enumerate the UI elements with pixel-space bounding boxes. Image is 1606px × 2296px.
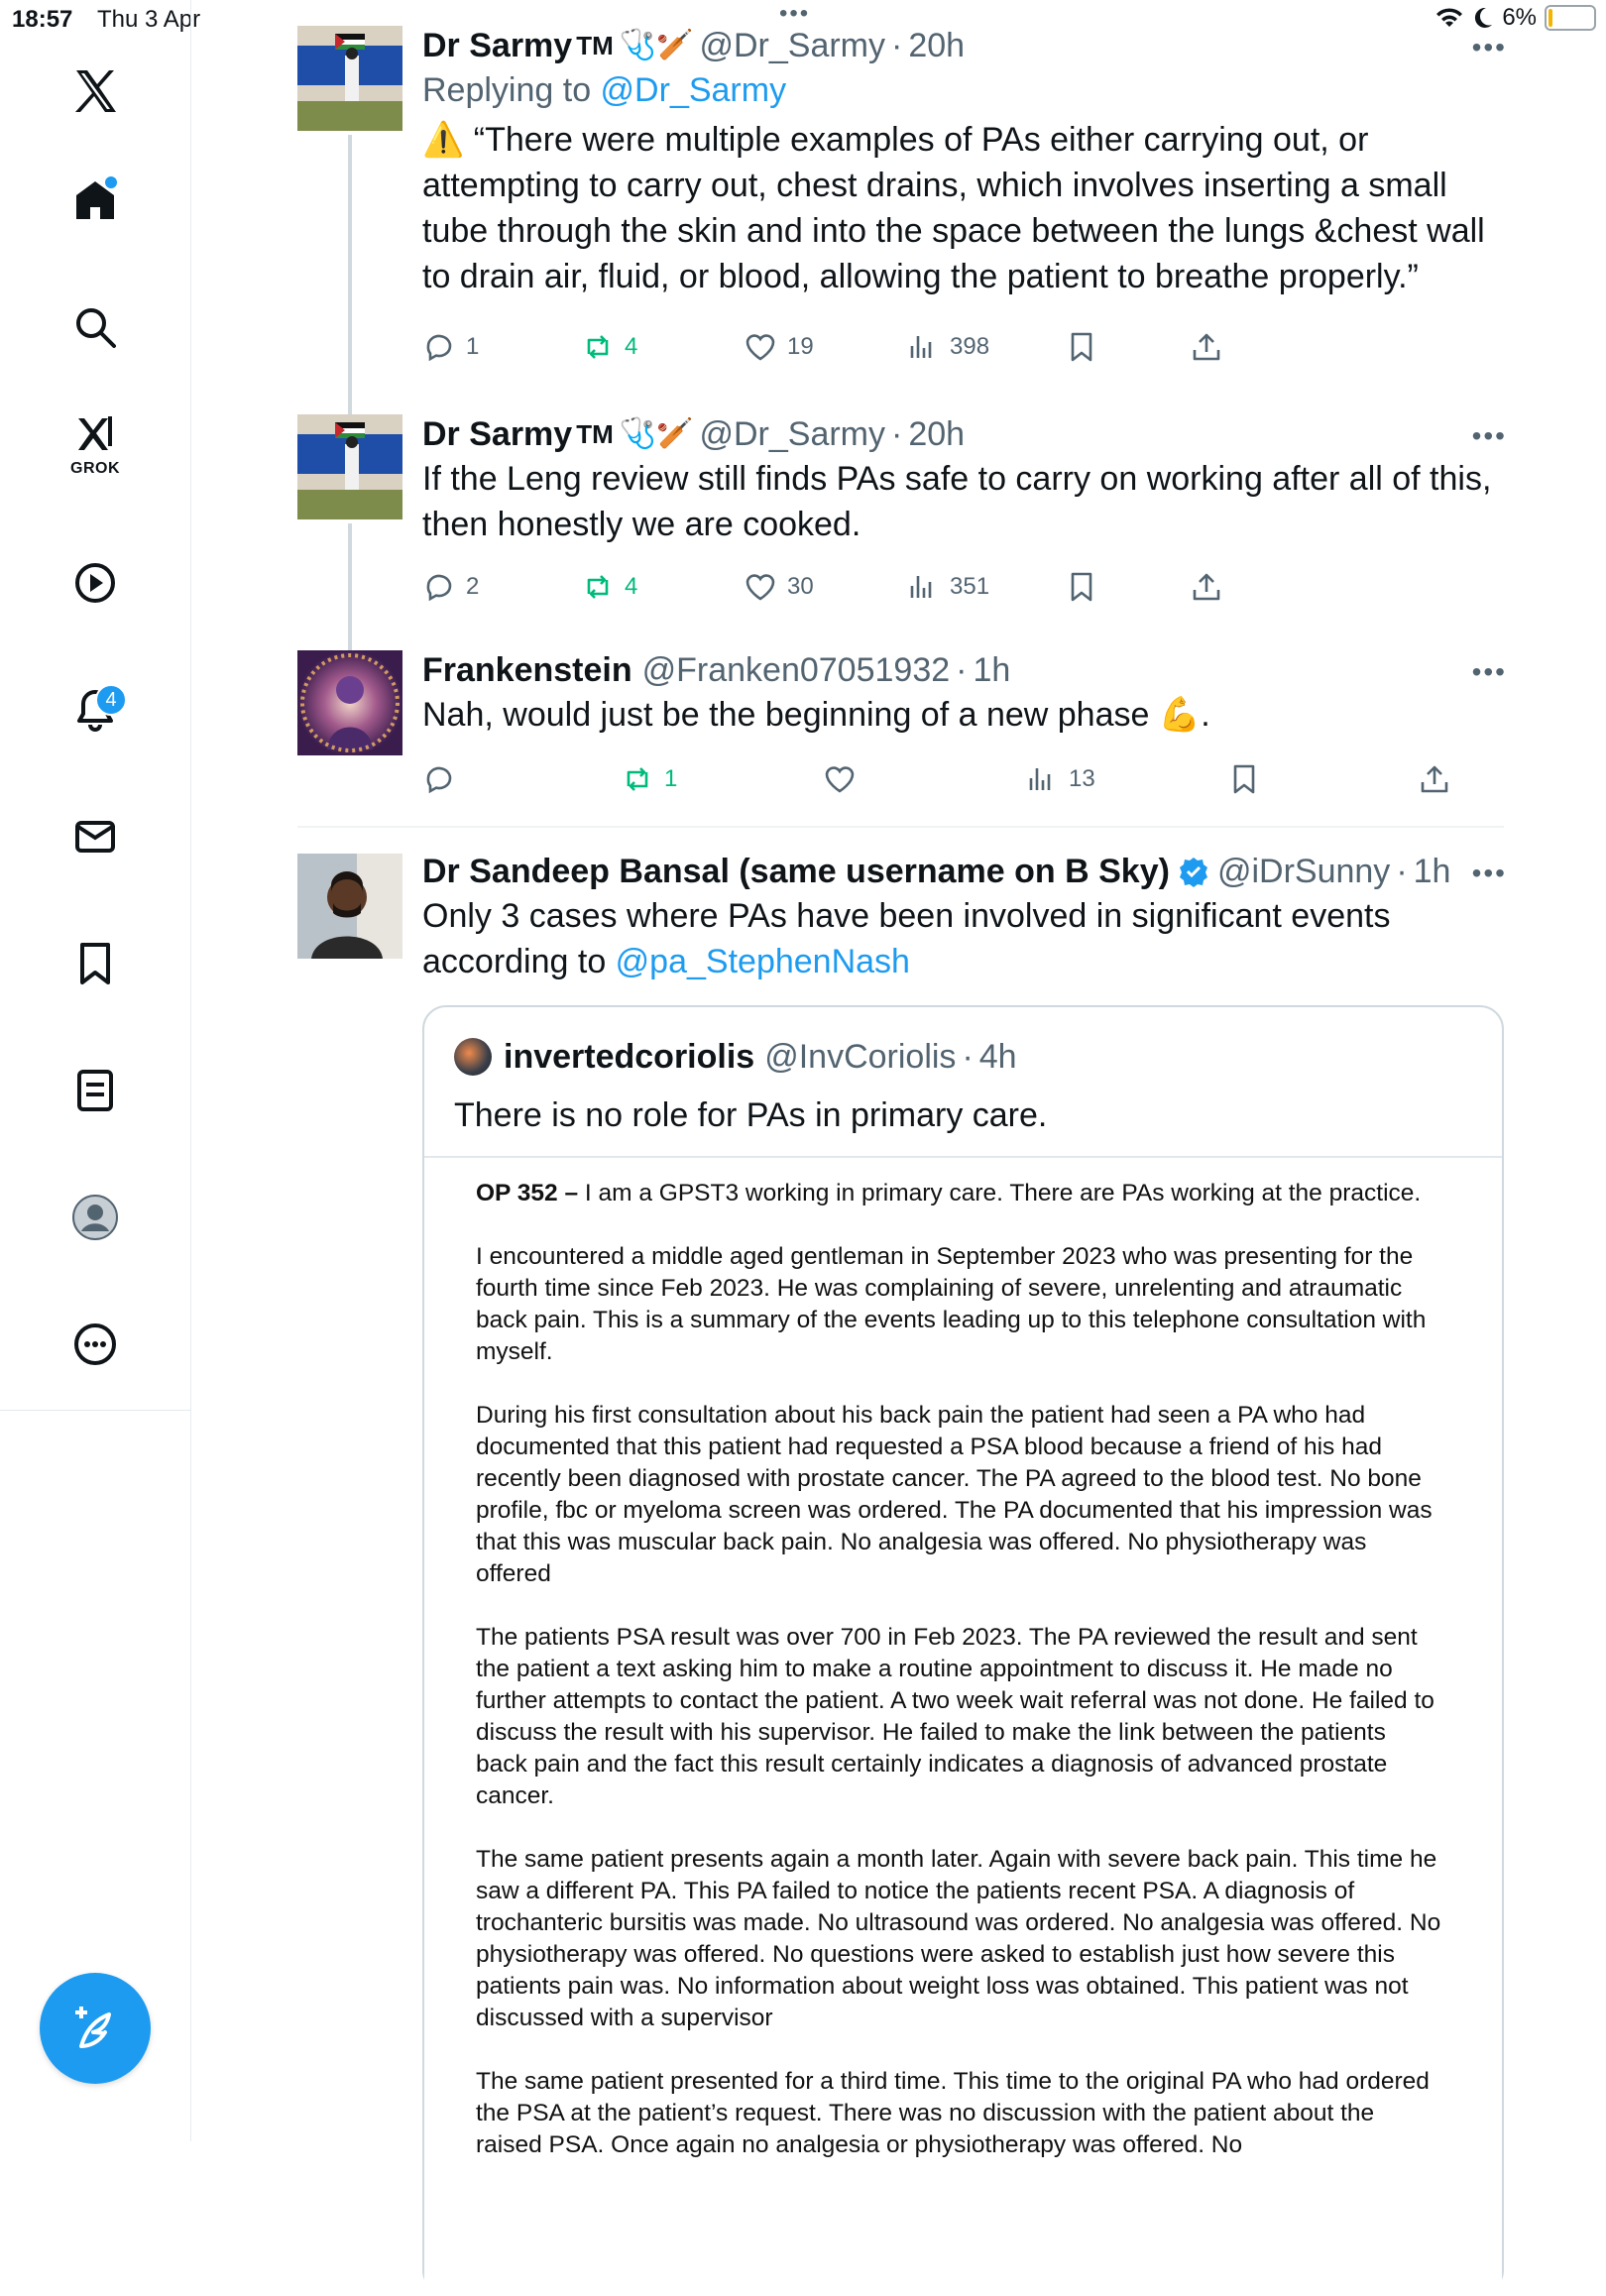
author-name[interactable]: Frankenstein: [422, 651, 632, 689]
tweet-actions: [422, 567, 1507, 607]
author-name[interactable]: Dr Sandeep Bansal (same username on B Sky): [422, 853, 1170, 890]
doc-label: OP 352 –: [476, 1180, 579, 1206]
quoted-document-image[interactable]: [424, 1156, 1502, 2296]
doc-paragraph: [476, 1178, 1442, 1209]
video-icon[interactable]: [61, 549, 129, 617]
heart-icon: [744, 570, 777, 604]
grok-icon[interactable]: [61, 412, 129, 480]
separator-dot: ·: [891, 415, 903, 453]
bookmark-icon: [1065, 330, 1098, 364]
verified-badge-icon: [1178, 856, 1209, 887]
search-icon[interactable]: [61, 293, 129, 361]
repost-count: 1: [664, 765, 678, 792]
repost-icon: [581, 570, 615, 604]
view-count: 351: [950, 573, 990, 600]
quoted-author-name: invertedcoriolis: [504, 1038, 755, 1076]
author-handle[interactable]: @iDrSunny: [1216, 853, 1391, 890]
repost-icon: [581, 330, 615, 364]
tweet-actions: [422, 327, 1507, 367]
bookmarks-icon[interactable]: [61, 930, 129, 997]
replying-prefix: Replying to: [422, 71, 601, 109]
share-button[interactable]: [1190, 327, 1223, 367]
tweet-1[interactable]: [297, 24, 1507, 361]
quoted-avatar: [454, 1038, 492, 1076]
tweet-content: [422, 412, 1507, 600]
bookmark-button[interactable]: [1065, 327, 1098, 367]
status-date: Thu 3 Apr: [97, 6, 201, 33]
more-options-icon[interactable]: [61, 1311, 129, 1378]
battery-percent: 6%: [1502, 4, 1537, 31]
post-time[interactable]: 1h: [1413, 853, 1451, 890]
views-icon: [906, 570, 940, 604]
multitask-dots[interactable]: •••: [779, 0, 811, 27]
trademark-badge: TM: [576, 31, 614, 60]
tweet-header: [422, 850, 1507, 893]
like-button[interactable]: [744, 327, 814, 367]
reply-count: 2: [466, 573, 480, 600]
avatar[interactable]: [297, 414, 402, 519]
share-icon: [1418, 762, 1451, 796]
tweet-2[interactable]: [297, 412, 1507, 621]
author-handle[interactable]: @Dr_Sarmy: [699, 27, 885, 64]
reply-button[interactable]: [422, 327, 479, 367]
tweet-header: [422, 648, 1507, 692]
tweet-content: [422, 648, 1507, 792]
profile-icon[interactable]: [61, 1184, 129, 1251]
tweet-content: [422, 24, 1507, 360]
reply-count: 1: [466, 333, 480, 360]
tweet-divider: [297, 826, 1504, 828]
sidebar: [0, 0, 191, 2141]
like-button[interactable]: [744, 567, 814, 607]
share-button[interactable]: [1190, 567, 1223, 607]
tweet-text: [422, 893, 1507, 984]
views-button[interactable]: [1025, 759, 1095, 799]
doc-paragraph: The same patient presented for a third time. This time to the original PA who had ordered the PSA at the patient’s request. There was no discussion with the patient about the raised PSA. Once again no analgesia or physiotherapy was offered. No: [476, 2068, 1430, 2158]
heart-icon: [823, 762, 857, 796]
post-time[interactable]: 20h: [908, 415, 966, 453]
more-menu-icon[interactable]: •••: [1471, 32, 1507, 62]
doc-paragraph: During his first consultation about his back pain the patient had seen a PA who had documented that this patient had requested a PSA blood because a friend of his had recently been diagnosed with prostate cancer. The PA agreed to the blood test. No bone profile, fbc or myeloma screen was ordered. The PA documented that his impression was that this was muscular back pain. No analgesia was offered. No physiotherapy was offered: [476, 1402, 1433, 1587]
repost-icon: [621, 762, 654, 796]
separator-dot: ·: [1396, 853, 1408, 890]
replying-handle-link[interactable]: @Dr_Sarmy: [600, 71, 787, 109]
thread-line: [348, 135, 352, 432]
notifications-badge: 4: [95, 684, 127, 716]
post-time[interactable]: 20h: [908, 27, 966, 64]
share-icon: [1190, 570, 1223, 604]
reply-button[interactable]: [422, 567, 479, 607]
quoted-post-time: 4h: [978, 1038, 1017, 1076]
like-button[interactable]: [823, 759, 866, 799]
views-button[interactable]: [906, 567, 989, 607]
avatar[interactable]: [297, 854, 402, 959]
share-icon: [1190, 330, 1223, 364]
mention-link[interactable]: @pa_StephenNash: [615, 943, 910, 980]
quoted-post-text: There is no role for PAs in primary care.: [454, 1096, 1048, 1134]
view-count: 13: [1069, 765, 1095, 792]
status-time: 18:57: [12, 6, 73, 33]
tweet-text: ⚠️ “There were multiple examples of PAs either carrying out, or attempting to carry out, chest drains, which involves inserting a small tube through the skin and into the space between the lungs &chest wall to drain air, fluid, or blood, allowing the patient to breathe properly.”: [422, 121, 1485, 295]
tweet-content: [422, 850, 1507, 2158]
repost-count: 4: [625, 333, 638, 360]
tweet-header: [422, 412, 1507, 456]
avatar[interactable]: [297, 650, 402, 755]
repost-button[interactable]: [581, 567, 637, 607]
more-menu-icon[interactable]: •••: [1471, 420, 1507, 451]
more-menu-icon[interactable]: •••: [1471, 656, 1507, 687]
author-emoji: 🩺🏏: [619, 417, 694, 450]
tweet-text-body: Only 3 cases where PAs have been involved in significant events according to: [422, 897, 1391, 980]
notifications-icon[interactable]: [61, 676, 129, 744]
author-name[interactable]: Dr Sarmy: [422, 415, 573, 453]
like-count: 30: [787, 573, 814, 600]
post-time[interactable]: 1h: [973, 651, 1011, 689]
doc-paragraph: The patients PSA result was over 700 in Feb 2023. The PA reviewed the result and sent the patient a text asking him to make a routine appointment to discuss it. He made no further attempts to contact the patient. A two week wait referral was not done. He failed to discuss the result with his supervisor. He failed to make the link between the patients back pain and the fact this result certainly indicates a diagnosis of advanced prostate cancer.: [476, 1624, 1434, 1809]
lists-icon[interactable]: [61, 1057, 129, 1124]
reply-button[interactable]: [422, 759, 466, 799]
sidebar-divider: [0, 1410, 191, 1411]
views-icon: [906, 330, 940, 364]
tweet-header: [422, 24, 1507, 67]
separator-dot: ·: [956, 651, 968, 689]
author-emoji: 🩺🏏: [619, 29, 694, 61]
reply-icon: [422, 330, 456, 364]
bookmark-icon: [1065, 570, 1098, 604]
view-count: 398: [950, 333, 990, 360]
quoted-post[interactable]: [422, 1005, 1504, 2294]
bookmark-button[interactable]: [1065, 567, 1098, 607]
repost-button[interactable]: [621, 759, 677, 799]
replying-to: [422, 67, 1507, 113]
doc-paragraph: The same patient presents again a month later. Again with severe back pain. This time he saw a different PA. This PA failed to notice the patients recent PSA. A diagnosis of trochanteric bursitis was made. No ultrasound was ordered. No analgesia was offered. No physiotherapy was offered. No questions were asked to establish just how severe this patients pain was. No information about weight loss was obtained. This patient was not discussed with a supervisor: [476, 1846, 1441, 2031]
reply-icon: [422, 570, 456, 604]
compose-post-button[interactable]: [40, 1973, 151, 2084]
tweet-3[interactable]: [297, 648, 1507, 807]
trademark-badge: TM: [576, 419, 614, 449]
reply-icon: [422, 762, 456, 796]
messages-icon[interactable]: [61, 803, 129, 870]
repost-count: 4: [625, 573, 638, 600]
share-button[interactable]: [1418, 759, 1451, 799]
separator-dot: ·: [891, 27, 903, 64]
quoted-post-header: [454, 1035, 1017, 1079]
doc-paragraph: I encountered a middle aged gentleman in September 2023 who was presenting for the fourth time since Feb 2023. He was complaining of severe, unrelenting and atraumatic back pain. This is a summary of the events leading up to this telephone consultation with myself.: [476, 1243, 1427, 1365]
tweet-text: Nah, would just be the beginning of a new phase 💪.: [422, 696, 1210, 734]
compose-feather-icon: [67, 2001, 123, 2056]
home-dot-badge: [105, 176, 117, 188]
bookmark-button[interactable]: [1227, 759, 1261, 799]
avatar[interactable]: [297, 26, 402, 131]
more-menu-icon[interactable]: •••: [1471, 858, 1507, 888]
bookmark-icon: [1227, 762, 1261, 796]
grok-label: GROK: [70, 460, 120, 477]
repost-button[interactable]: [581, 327, 637, 367]
views-icon: [1025, 762, 1059, 796]
like-count: 19: [787, 333, 814, 360]
tweet-actions: [422, 759, 1507, 799]
separator-dot: ·: [962, 1038, 974, 1076]
author-handle[interactable]: @Dr_Sarmy: [699, 415, 885, 453]
x-logo-icon[interactable]: [61, 57, 129, 125]
doc-text: I am a GPST3 working in primary care. There are PAs working at the practice.: [578, 1180, 1422, 1206]
author-name[interactable]: Dr Sarmy: [422, 27, 573, 64]
heart-icon: [744, 330, 777, 364]
battery-icon: [1545, 5, 1596, 31]
tweet-text: If the Leng review still finds PAs safe to carry on working after all of this, then honestly we are cooked.: [422, 460, 1492, 543]
author-handle[interactable]: @Franken07051932: [641, 651, 951, 689]
tweet-4[interactable]: [297, 850, 1507, 2158]
home-icon[interactable]: [61, 167, 129, 234]
quoted-author-handle: @InvCoriolis: [764, 1038, 957, 1076]
views-button[interactable]: [906, 327, 989, 367]
